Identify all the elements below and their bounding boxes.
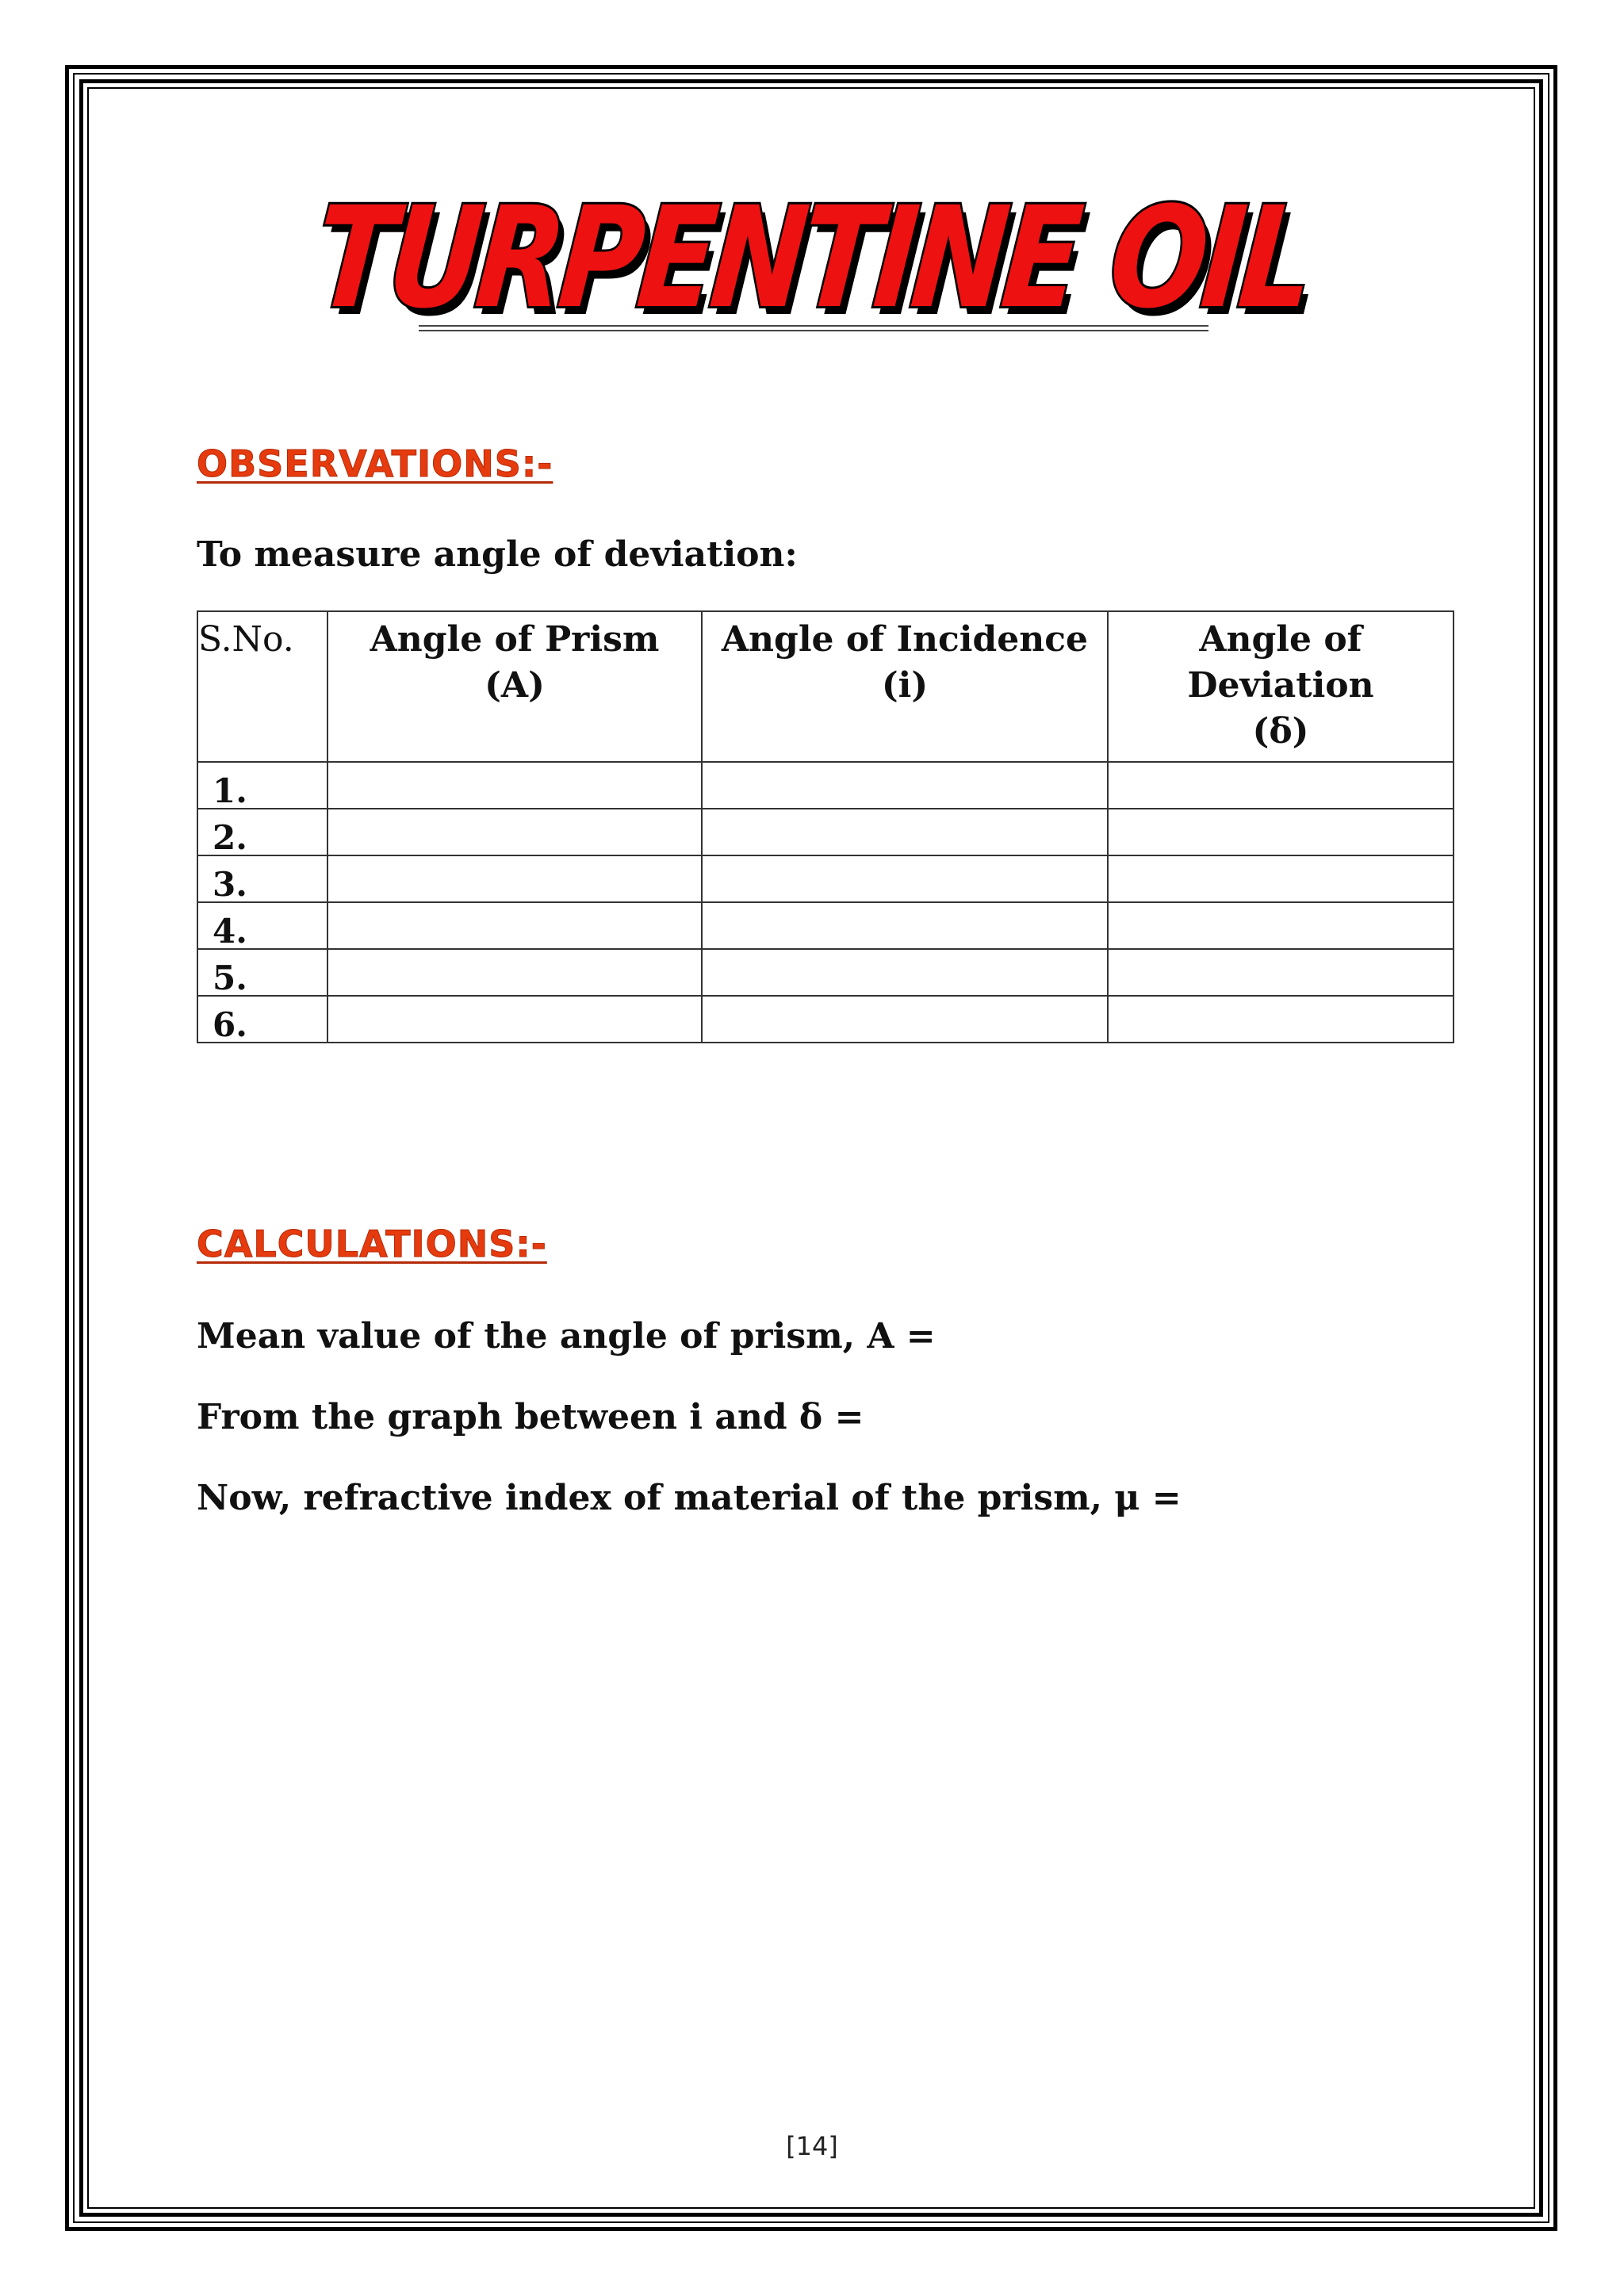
header-incidence-line2: (i) xyxy=(881,665,929,706)
header-prism-line2: (A) xyxy=(485,665,545,706)
title-container xyxy=(0,177,1624,339)
cell-sno: 1. xyxy=(197,762,327,809)
table-row xyxy=(197,762,1454,809)
observations-subtitle: To measure angle of deviation: xyxy=(197,534,798,575)
table-header-row xyxy=(197,611,1454,762)
cell-deviation xyxy=(1108,762,1454,809)
cell-sno: 3. xyxy=(197,855,327,902)
header-sno xyxy=(197,611,327,762)
calculation-refractive-index: Now, refractive index of material of the prism, μ = xyxy=(197,1478,1182,1518)
cell-deviation xyxy=(1108,809,1454,855)
cell-incidence xyxy=(702,996,1108,1043)
page-number: [14] xyxy=(786,2131,838,2161)
cell-sno: 2. xyxy=(197,809,327,855)
cell-prism xyxy=(327,855,702,902)
calculations-heading: CALCULATIONS:- xyxy=(197,1223,547,1265)
header-sno-text: S.No. xyxy=(198,619,294,660)
table-row xyxy=(197,902,1454,949)
calculation-mean-angle: Mean value of the angle of prism, A = xyxy=(197,1316,936,1357)
calculation-graph-deviation: From the graph between i and δ = xyxy=(197,1397,864,1437)
header-prism-line1: Angle of Prism xyxy=(370,619,660,660)
cell-sno: 4. xyxy=(197,902,327,949)
observations-table xyxy=(197,610,1454,1043)
page-title: TURPENTINE OIL xyxy=(309,177,1315,339)
cell-incidence xyxy=(702,855,1108,902)
cell-prism xyxy=(327,949,702,996)
cell-prism xyxy=(327,809,702,855)
observations-heading: OBSERVATIONS:- xyxy=(197,442,553,485)
cell-incidence xyxy=(702,949,1108,996)
table-row xyxy=(197,996,1454,1043)
header-angle-of-deviation xyxy=(1108,611,1454,762)
cell-deviation xyxy=(1108,902,1454,949)
cell-prism xyxy=(327,996,702,1043)
header-angle-of-prism xyxy=(327,611,702,762)
cell-deviation xyxy=(1108,855,1454,902)
cell-sno: 6. xyxy=(197,996,327,1043)
header-deviation-line2: Deviation xyxy=(1187,665,1374,706)
page-border-inner xyxy=(87,87,1535,2209)
header-deviation-line1: Angle of xyxy=(1199,619,1362,660)
cell-incidence xyxy=(702,762,1108,809)
cell-deviation xyxy=(1108,996,1454,1043)
table-row xyxy=(197,949,1454,996)
cell-prism xyxy=(327,762,702,809)
table-row xyxy=(197,809,1454,855)
header-angle-of-incidence xyxy=(702,611,1108,762)
cell-sno: 5. xyxy=(197,949,327,996)
table-row xyxy=(197,855,1454,902)
cell-prism xyxy=(327,902,702,949)
cell-incidence xyxy=(702,902,1108,949)
cell-deviation xyxy=(1108,949,1454,996)
cell-incidence xyxy=(702,809,1108,855)
header-incidence-line1: Angle of Incidence xyxy=(721,619,1089,660)
title-underline xyxy=(419,325,1208,331)
header-deviation-line3: (δ) xyxy=(1252,711,1309,752)
